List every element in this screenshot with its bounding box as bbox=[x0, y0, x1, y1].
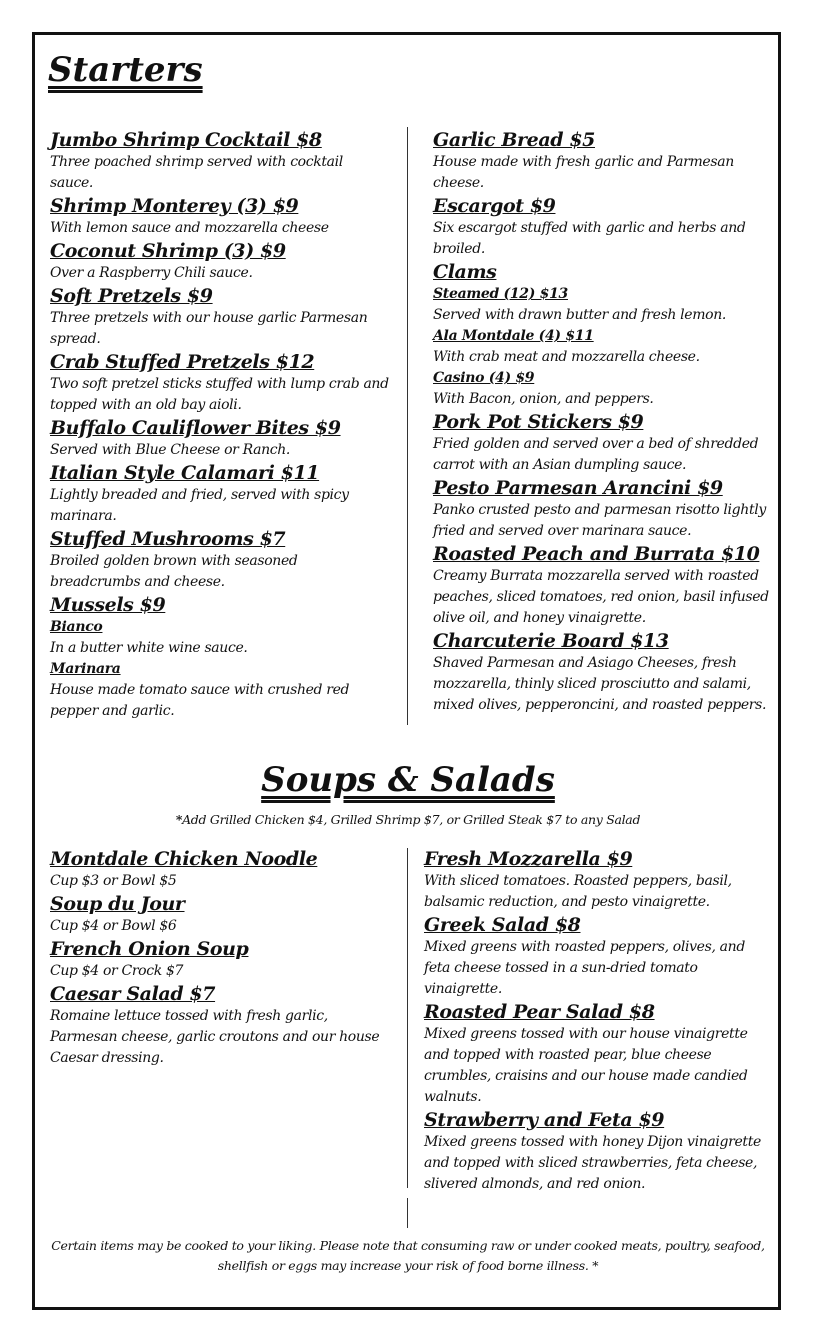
menu-item-name: Montdale Chicken Noodle bbox=[50, 848, 318, 870]
menu-subitem-name: Marinara bbox=[50, 661, 121, 677]
menu-item-name: Fresh Mozzarella $9 bbox=[424, 848, 633, 870]
menu-subitem-name: Casino (4) $9 bbox=[433, 370, 535, 386]
soups-left-column bbox=[50, 847, 390, 1069]
menu-item-description: House made with fresh garlic and Parmesan cheese. bbox=[433, 154, 734, 191]
menu-item-description: Cup $4 or Crock $7 bbox=[50, 963, 184, 979]
menu-item-description: Mixed greens tossed with our house vinaigrette and topped with roasted pear, blue cheese crumbles, craisins and our house made candied walnuts. bbox=[424, 1026, 748, 1105]
menu-item-french-onion-soup bbox=[50, 937, 390, 982]
menu-item-fresh-mozzarella-9 bbox=[424, 847, 769, 913]
soups-column-divider bbox=[407, 848, 408, 1188]
menu-item-description: Over a Raspberry Chili sauce. bbox=[50, 265, 253, 281]
starters-right-column bbox=[433, 128, 773, 716]
menu-item-strawberry-and-feta-9 bbox=[424, 1108, 769, 1195]
menu-item-coconut-shrimp-3-9 bbox=[50, 239, 390, 284]
menu-item-name: Strawberry and Feta $9 bbox=[424, 1109, 665, 1131]
menu-item-pork-pot-stickers-9 bbox=[433, 410, 773, 476]
menu-item-description: Mixed greens with roasted peppers, olives, and feta cheese tossed in a sun-dried tomato vinaigrette. bbox=[424, 939, 745, 997]
menu-item-name: Escargot $9 bbox=[433, 195, 556, 217]
menu-item-soft-pretzels-9 bbox=[50, 284, 390, 350]
soups-salads-title: Soups & Salads bbox=[261, 760, 555, 800]
food-safety-disclaimer: Certain items may be cooked to your liking. Please note that consuming raw or under cooked meats, poultry, seafood, shellfish or eggs may increase your risk of food borne illness. * bbox=[51, 1238, 765, 1273]
menu-item-description: Six escargot stuffed with garlic and herbs and broiled. bbox=[433, 220, 746, 257]
menu-item-description: Romaine lettuce tossed with fresh garlic, Parmesan cheese, garlic croutons and our house Caesar dressing. bbox=[50, 1008, 380, 1066]
menu-item-name: Italian Style Calamari $11 bbox=[50, 462, 320, 484]
menu-item-name: Pesto Parmesan Arancini $9 bbox=[433, 477, 723, 499]
menu-item-name: French Onion Soup bbox=[50, 938, 249, 960]
menu-item-description: Cup $3 or Bowl $5 bbox=[50, 873, 177, 889]
note-text: Add Grilled Chicken $4, Grilled Shrimp $7, or Grilled Steak $7 to any Salad bbox=[182, 812, 641, 827]
menu-item-name: Stuffed Mushrooms $7 bbox=[50, 528, 286, 550]
menu-item-greek-salad-8 bbox=[424, 913, 769, 1000]
menu-item-name: Roasted Peach and Burrata $10 bbox=[433, 543, 760, 565]
menu-item-description: Three pretzels with our house garlic Parmesan spread. bbox=[50, 310, 368, 347]
menu-item-clams bbox=[433, 260, 773, 410]
menu-item-montdale-chicken-noodle bbox=[50, 847, 390, 892]
menu-subitem-description: House made tomato sauce with crushed red pepper and garlic. bbox=[50, 682, 350, 719]
menu-subitem-description: In a butter white wine sauce. bbox=[50, 640, 248, 656]
menu-item-name: Greek Salad $8 bbox=[424, 914, 581, 936]
menu-item-pesto-parmesan-arancini-9 bbox=[433, 476, 773, 542]
menu-item-description: Broiled golden brown with seasoned breadcrumbs and cheese. bbox=[50, 553, 298, 590]
menu-item-name: Charcuterie Board $13 bbox=[433, 630, 669, 652]
menu-subitem-name: Bianco bbox=[50, 619, 103, 635]
menu-item-name: Buffalo Cauliflower Bites $9 bbox=[50, 417, 341, 439]
menu-item-crab-stuffed-pretzels-12 bbox=[50, 350, 390, 416]
menu-item-roasted-peach-and-burrata-10 bbox=[433, 542, 773, 629]
starters-title: Starters bbox=[48, 50, 203, 90]
menu-item-buffalo-cauliflower-bites-9 bbox=[50, 416, 390, 461]
starters-left-column bbox=[50, 128, 390, 722]
menu-subitem-name: Steamed (12) $13 bbox=[433, 286, 568, 302]
menu-item-name: Mussels $9 bbox=[50, 594, 166, 616]
menu-item-stuffed-mushrooms-7 bbox=[50, 527, 390, 593]
menu-item-name: Crab Stuffed Pretzels $12 bbox=[50, 351, 315, 373]
menu-subitem-name: Ala Montdale (4) $11 bbox=[433, 328, 594, 344]
menu-item-description: Creamy Burrata mozzarella served with roasted peaches, sliced tomatoes, red onion, basil infused olive oil, and honey vinaigrette. bbox=[433, 568, 769, 626]
menu-item-description: Served with Blue Cheese or Ranch. bbox=[50, 442, 291, 458]
menu-item-name: Garlic Bread $5 bbox=[433, 129, 595, 151]
menu-item-description: Lightly breaded and fried, served with spicy marinara. bbox=[50, 487, 349, 524]
menu-item-caesar-salad-7 bbox=[50, 982, 390, 1069]
menu-item-name: Clams bbox=[433, 261, 497, 283]
menu-item-garlic-bread-5 bbox=[433, 128, 773, 194]
menu-item-name: Shrimp Monterey (3) $9 bbox=[50, 195, 299, 217]
menu-item-description: Cup $4 or Bowl $6 bbox=[50, 918, 177, 934]
menu-item-name: Jumbo Shrimp Cocktail $8 bbox=[50, 129, 322, 151]
menu-item-mussels-9 bbox=[50, 593, 390, 722]
menu-item-charcuterie-board-13 bbox=[433, 629, 773, 716]
note-star: * bbox=[175, 812, 183, 827]
menu-subitem-description: Served with drawn butter and fresh lemon. bbox=[433, 307, 727, 323]
menu-item-name: Coconut Shrimp (3) $9 bbox=[50, 240, 286, 262]
menu-item-name: Soft Pretzels $9 bbox=[50, 285, 213, 307]
menu-subitem-description: With crab meat and mozzarella cheese. bbox=[433, 349, 700, 365]
menu-item-soup-du-jour bbox=[50, 892, 390, 937]
menu-item-description: Shaved Parmesan and Asiago Cheeses, fresh mozzarella, thinly sliced prosciutto and salami, mixed olives, pepperoncini, and roasted peppers. bbox=[433, 655, 767, 713]
menu-item-name: Roasted Pear Salad $8 bbox=[424, 1001, 655, 1023]
menu-item-description: With sliced tomatoes. Roasted peppers, basil, balsamic reduction, and pesto vinaigrette. bbox=[424, 873, 732, 910]
menu-item-name: Caesar Salad $7 bbox=[50, 983, 216, 1005]
menu-subitem-description: With Bacon, onion, and peppers. bbox=[433, 391, 654, 407]
menu-item-description: With lemon sauce and mozzarella cheese bbox=[50, 220, 329, 236]
soups-divider-tail bbox=[407, 1198, 408, 1228]
menu-item-description: Three poached shrimp served with cocktail sauce. bbox=[50, 154, 343, 191]
menu-item-name: Pork Pot Stickers $9 bbox=[433, 411, 644, 433]
add-protein-note bbox=[0, 812, 816, 827]
menu-item-shrimp-monterey-3-9 bbox=[50, 194, 390, 239]
soups-right-column bbox=[424, 847, 769, 1195]
menu-item-italian-style-calamari-11 bbox=[50, 461, 390, 527]
menu-item-escargot-9 bbox=[433, 194, 773, 260]
menu-item-name: Soup du Jour bbox=[50, 893, 185, 915]
menu-item-roasted-pear-salad-8 bbox=[424, 1000, 769, 1108]
menu-item-description: Mixed greens tossed with honey Dijon vinaigrette and topped with sliced strawberries, feta cheese, slivered almonds, and red onion. bbox=[424, 1134, 761, 1192]
starters-column-divider bbox=[407, 127, 408, 725]
menu-item-jumbo-shrimp-cocktail-8 bbox=[50, 128, 390, 194]
menu-item-description: Fried golden and served over a bed of shredded carrot with an Asian dumpling sauce. bbox=[433, 436, 759, 473]
menu-item-description: Panko crusted pesto and parmesan risotto lightly fried and served over marinara sauce. bbox=[433, 502, 766, 539]
menu-item-description: Two soft pretzel sticks stuffed with lump crab and topped with an old bay aioli. bbox=[50, 376, 389, 413]
